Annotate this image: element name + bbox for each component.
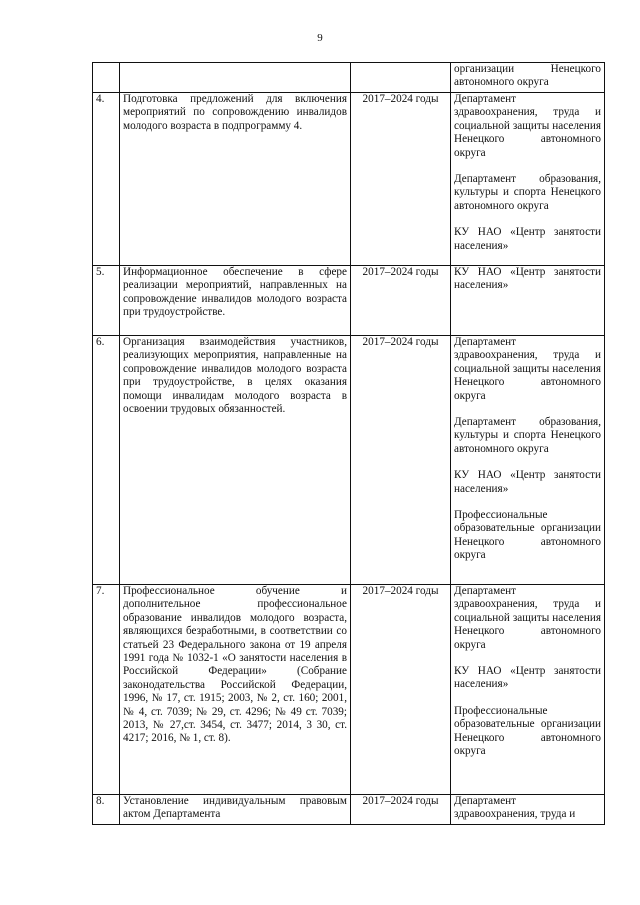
executor-item: Департамент здравоохранения, труда и	[454, 795, 576, 821]
row-number: 4.	[93, 93, 120, 266]
activity-cell	[120, 63, 351, 93]
executors-cell	[451, 93, 605, 266]
activity-cell: Информационное обеспечение в сфере реализации мероприятий, направленных на сопровождение инвалидов молодого возраста при трудоустройстве.	[120, 266, 351, 336]
executors-cell	[451, 585, 605, 795]
row-number: 7.	[93, 585, 120, 795]
term-cell: 2017–2024 годы	[351, 585, 451, 795]
activity-cell: Организация взаимодействия участников, реализующих мероприятия, направленные на сопровождение инвалидов молодого возраста при трудоустройстве, в целях оказания помощи инвалидам молодого возраста в освоении трудовых обязанностей.	[120, 336, 351, 585]
term-cell: 2017–2024 годы	[351, 336, 451, 585]
executors-cell	[451, 63, 605, 93]
term-cell	[351, 63, 451, 93]
table-row	[93, 93, 605, 266]
table-row	[93, 795, 605, 825]
table-row	[93, 63, 605, 93]
term-cell: 2017–2024 годы	[351, 795, 451, 825]
executor-item: организации Ненецкого автономного округа	[454, 63, 601, 89]
row-number: 6.	[93, 336, 120, 585]
executor-item: Департамент образования, культуры и спорта Ненецкого автономного округа	[454, 416, 601, 455]
executor-item: Департамент образования, культуры и спорта Ненецкого автономного округа	[454, 173, 601, 212]
page-number: 9	[317, 32, 323, 44]
measures-table	[92, 62, 605, 825]
executor-item: КУ НАО «Центр занятости населения»	[454, 266, 601, 292]
table-row	[93, 336, 605, 585]
activity-cell: Профессиональное обучение и дополнительное профессиональное образование инвалидов молодого возраста, являющихся безработными, в соответствии со статьей 23 Федерального закона от 19 апреля 1991 года № 1032-1 «О занятости населения в Российской Федерации» (Собрание законодательства Российской Федерации, 1996, № 17, ст. 1915; 2003, № 2, ст. 160; 2001, № 4, ст. 7039; № 29, ст. 4296; № 49 ст. 7039; 2013, № 27,ст. 3454, ст. 3477; 2014, 3 30, ст. 4217; 2016, № 1, ст. 8).	[120, 585, 351, 795]
executor-item: КУ НАО «Центр занятости населения»	[454, 665, 601, 691]
executor-item: Профессиональные образовательные организации Ненецкого автономного округа	[454, 509, 601, 562]
term-cell: 2017–2024 годы	[351, 266, 451, 336]
executor-item: КУ НАО «Центр занятости населения»	[454, 226, 601, 252]
row-number: 8.	[93, 795, 120, 825]
executor-item: КУ НАО «Центр занятости населения»	[454, 469, 601, 495]
executors-cell	[451, 336, 605, 585]
term-cell: 2017–2024 годы	[351, 93, 451, 266]
executor-item: Профессиональные образовательные организации Ненецкого автономного округа	[454, 704, 601, 758]
executor-item: Департамент здравоохранения, труда и социальной защиты населения Ненецкого автономного округа	[454, 336, 601, 402]
executors-cell	[451, 266, 605, 336]
executors-cell	[451, 795, 605, 825]
table-row	[93, 585, 605, 795]
row-number	[93, 63, 120, 93]
activity-cell: Подготовка предложений для включения мероприятий по сопровождению инвалидов молодого возраста в подпрограмму 4.	[120, 93, 351, 266]
executor-item: Департамент здравоохранения, труда и социальной защиты населения Ненецкого автономного округа	[454, 585, 601, 651]
executor-item: Департамент здравоохранения, труда и социальной защиты населения Ненецкого автономного округа	[454, 93, 601, 159]
row-number: 5.	[93, 266, 120, 336]
activity-cell: Установление индивидуальным правовым актом Департамента	[120, 795, 351, 825]
table-row	[93, 266, 605, 336]
